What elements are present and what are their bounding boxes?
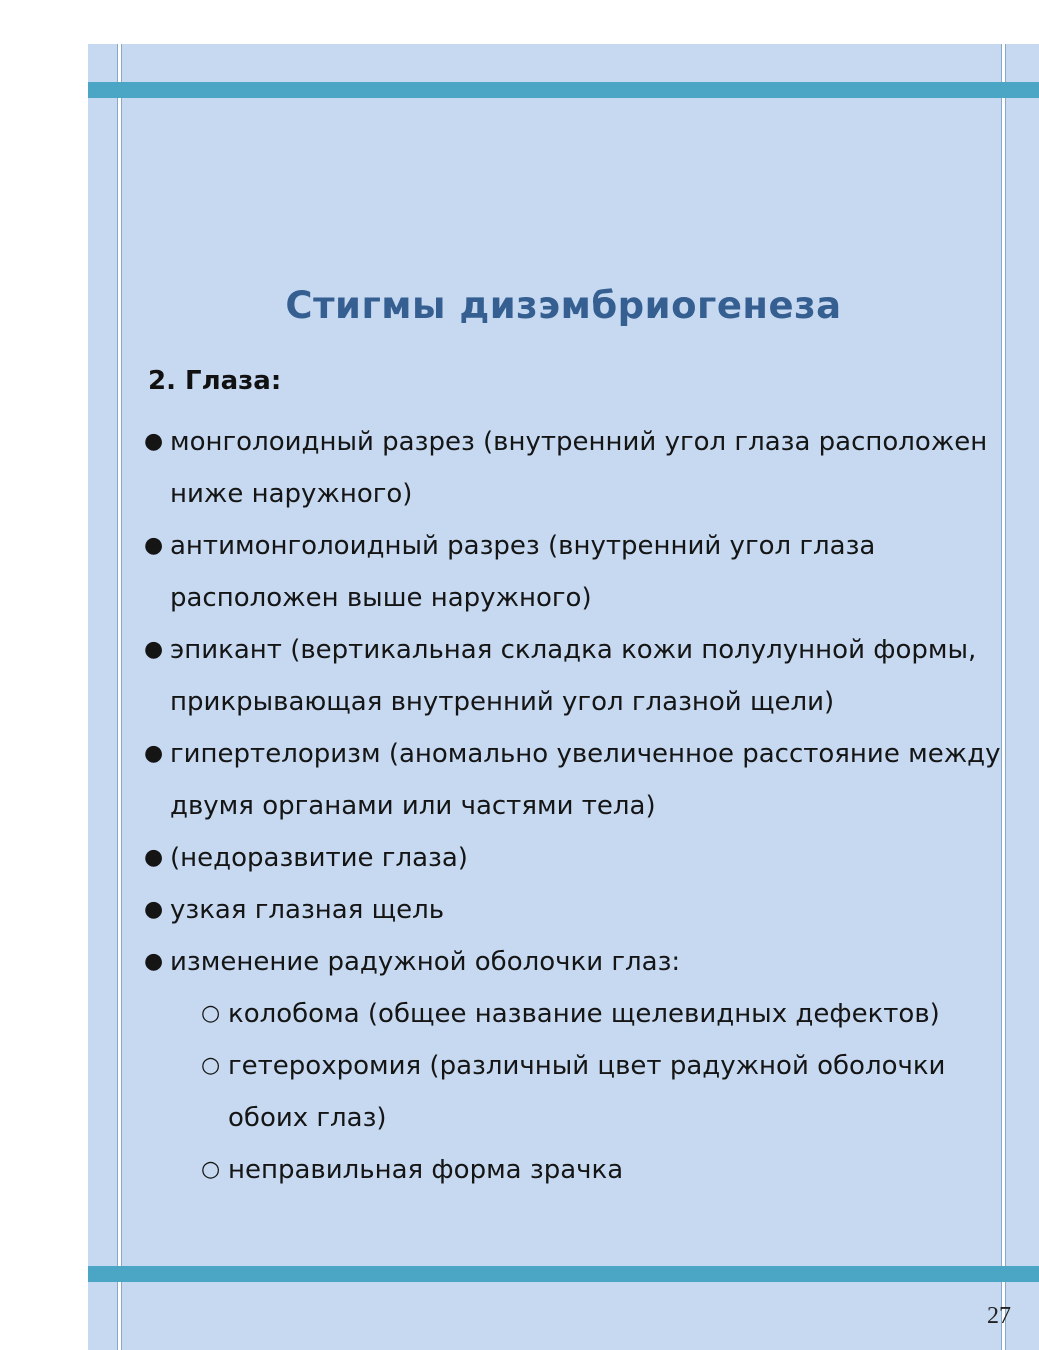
page-number: 27 bbox=[987, 1303, 1011, 1329]
sub-list-item-text: колобома (общее название щелевидных дефектов) bbox=[228, 999, 940, 1029]
sub-list-item bbox=[88, 988, 1003, 1040]
sub-list-item bbox=[88, 1040, 1003, 1144]
slide bbox=[88, 44, 1039, 1350]
list-item-text: эпикант (вертикальная складка кожи полулунной формы, прикрывающая внутренний угол глазной щели) bbox=[170, 635, 977, 717]
list-item bbox=[88, 728, 1003, 832]
circle-bullet-icon: ○ bbox=[201, 1157, 221, 1182]
list-item bbox=[88, 520, 1003, 624]
list-item bbox=[88, 832, 1003, 884]
bullet-icon: ● bbox=[144, 429, 164, 454]
list-item bbox=[88, 884, 1003, 936]
circle-bullet-icon: ○ bbox=[201, 1001, 221, 1026]
bottom-accent-bar bbox=[88, 1266, 1039, 1282]
bullet-icon: ● bbox=[144, 741, 164, 766]
bullet-list bbox=[88, 416, 1003, 1196]
list-item bbox=[88, 416, 1003, 520]
list-item-text: узкая глазная щель bbox=[170, 895, 445, 925]
bullet-icon: ● bbox=[144, 949, 164, 974]
list-item-text: монголоидный разрез (внутренний угол глаза расположен ниже наружного) bbox=[170, 427, 988, 509]
sub-list-item-text: неправильная форма зрачка bbox=[228, 1155, 624, 1185]
slide-title: Стигмы дизэмбриогенеза bbox=[285, 284, 842, 327]
list-item-text: изменение радужной оболочки глаз: bbox=[170, 947, 681, 977]
list-item-text: (недоразвитие глаза) bbox=[170, 843, 468, 873]
list-item bbox=[88, 936, 1003, 988]
circle-bullet-icon: ○ bbox=[201, 1053, 221, 1078]
bullet-icon: ● bbox=[144, 897, 164, 922]
bullet-icon: ● bbox=[144, 533, 164, 558]
list-item bbox=[88, 624, 1003, 728]
sub-list-item-text: гетерохромия (различный цвет радужной оболочки обоих глаз) bbox=[228, 1051, 946, 1133]
list-item-text: антимонголоидный разрез (внутренний угол глаза расположен выше наружного) bbox=[170, 531, 876, 613]
bullet-icon: ● bbox=[144, 845, 164, 870]
bullet-icon: ● bbox=[144, 637, 164, 662]
section-heading: 2. Глаза: bbox=[148, 366, 282, 396]
sub-list-item bbox=[88, 1144, 1003, 1196]
list-item-text: гипертелоризм (аномально увеличенное расстояние между двумя органами или частями тела) bbox=[170, 739, 1001, 821]
top-accent-bar bbox=[88, 82, 1039, 98]
